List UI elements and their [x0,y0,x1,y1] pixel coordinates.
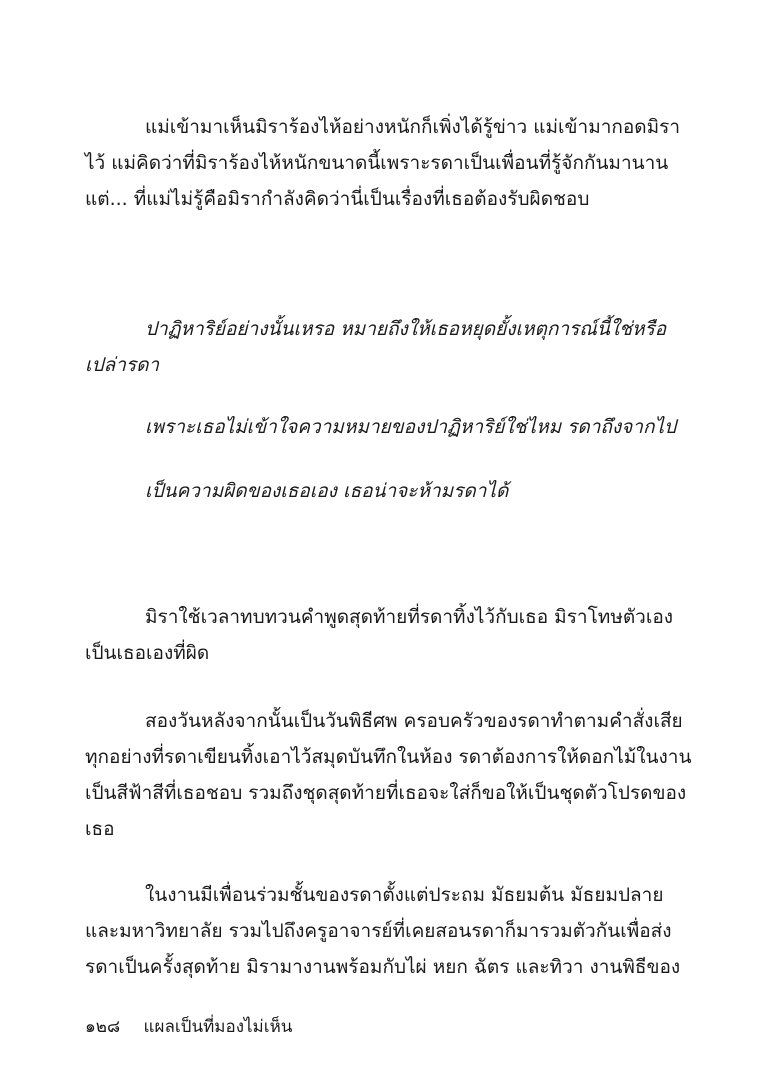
text-line: และมหาวิทยาลัย รวมไปถึงครูอาจารย์ที่เคยสอนรดาก็มารวมตัวกันเพื่อส่ง [85,920,672,942]
text-line: เธอ [85,818,115,840]
page-number: ๑๒๘ [85,1017,121,1037]
text-line: เปล่ารดา [85,354,160,376]
book-title: แผลเป็นที่มองไม่เห็น [143,1017,293,1037]
text-line: ปาฏิหาริย์อย่างนั้นเหรอ หมายถึงให้เธอหยุดยั้งเหตุการณ์นี้ใช่หรือ [145,318,667,340]
text-line: ไว้ แม่คิดว่าที่มิราร้องไห้หนักขนาดนี้เพราะรดาเป็นเพื่อนที่รู้จักกันมานาน [85,152,669,174]
text-line: ทุกอย่างที่รดาเขียนทิ้งเอาไว้สมุดบันทึกในห้อง รดาต้องการให้ดอกไม้ในงาน [85,746,692,768]
text-line: มิราใช้เวลาทบทวนคำพูดสุดท้ายที่รดาทิ้งไว้กับเธอ มิราโทษตัวเอง [145,606,674,628]
text-line: เพราะเธอไม่เข้าใจความหมายของปาฏิหาริย์ใช่ไหม รดาถึงจากไป [145,416,677,438]
text-line: ในงานมีเพื่อนร่วมชั้นของรดาตั้งแต่ประถม มัธยมต้น มัธยมปลาย [145,884,664,906]
text-line: แต่... ที่แม่ไม่รู้คือมิรากำลังคิดว่านี่เป็นเรื่องที่เธอต้องรับผิดชอบ [85,188,590,210]
text-line: สองวันหลังจากนั้นเป็นวันพิธีศพ ครอบครัวของรดาทำตามคำสั่งเสีย [145,710,683,732]
text-line: เป็นสีฟ้าสีที่เธอชอบ รวมถึงชุดสุดท้ายที่เธอจะใส่ก็ขอให้เป็นชุดตัวโปรดของ [85,782,687,804]
page-footer [85,1015,292,1039]
text-line: แม่เข้ามาเห็นมิราร้องไห้อย่างหนักก็เพิ่งได้รู้ข่าว แม่เข้ามากอดมิรา [145,116,681,138]
text-line: เป็นความผิดของเธอเอง เธอน่าจะห้ามรดาได้ [145,480,509,502]
text-line: เป็นเธอเองที่ผิด [85,642,210,664]
text-line: รดาเป็นครั้งสุดท้าย มิรามางานพร้อมกับไผ่ หยก ฉัตร และทิวา งานพิธีของ [85,956,681,978]
